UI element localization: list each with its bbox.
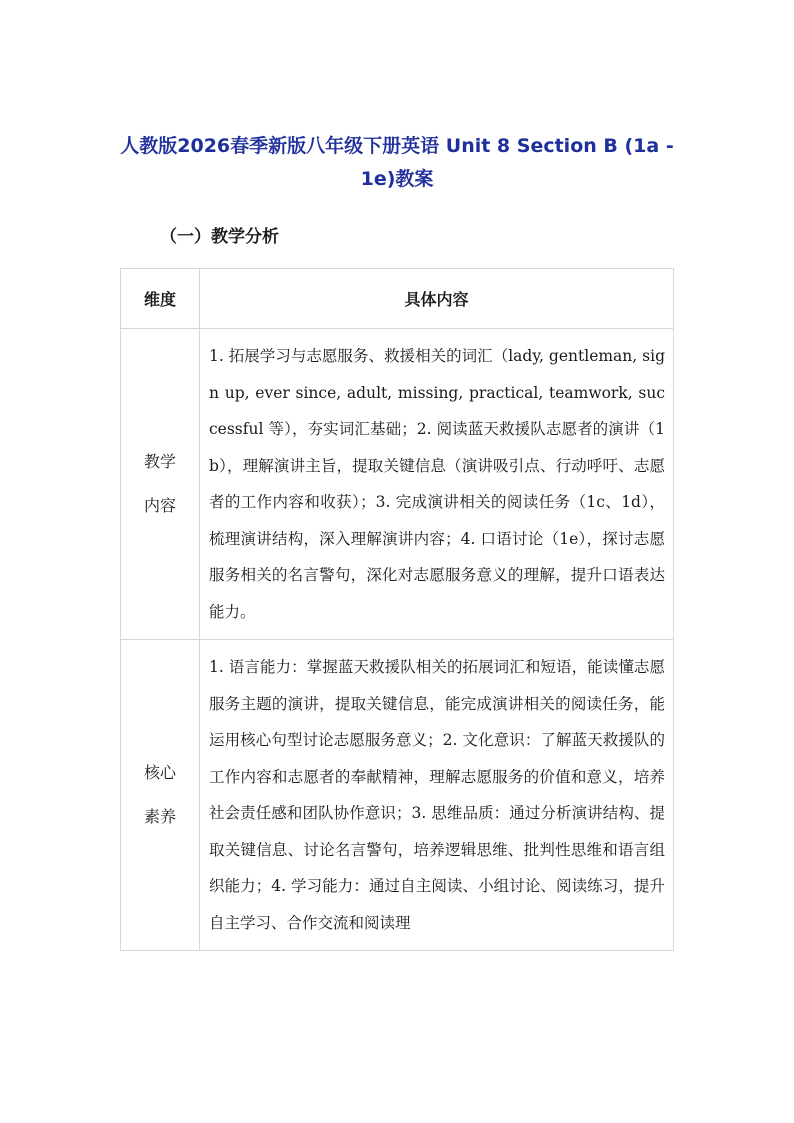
row-dimension-label: 核心素养 — [121, 640, 200, 951]
header-dimension: 维度 — [121, 269, 200, 329]
table-row — [121, 640, 674, 951]
row-content-text: 1. 语言能力：掌握蓝天救援队相关的拓展词汇和短语，能读懂志愿服务主题的演讲，提取关键信息，能完成演讲相关的阅读任务，能运用核心句型讨论志愿服务意义；2. 文化意识：了解蓝天救援队的工作内容和志愿者的奉献精神，理解志愿服务的价值和意义，培养社会责任感和团队协作意识；3. 思维品质：通过分析演讲结构、提取关键信息、讨论名言警句，培养逻辑思维、批判性思维和语言组织能力；4. 学习能力：通过自主阅读、小组讨论、阅读练习，提升自主学习、合作交流和阅读理 — [200, 640, 674, 951]
table-header-row — [121, 269, 674, 329]
header-content: 具体内容 — [200, 269, 674, 329]
row-dimension-label: 教学内容 — [121, 329, 200, 640]
teaching-analysis-table — [120, 268, 674, 951]
document-title: 人教版2026春季新版八年级下册英语 Unit 8 Section B (1a - 1e)教案 — [120, 135, 674, 190]
row-content-text: 1. 拓展学习与志愿服务、救援相关的词汇（lady, gentleman, sign up, ever since, adult, missing, practical, teamwork, successful 等），夯实词汇基础；2. 阅读蓝天救援队志愿者的演讲（1b），理解演讲主旨，提取关键信息（演讲吸引点、行动呼吁、志愿者的工作内容和收获）；3. 完成演讲相关的阅读任务（1c、1d），梳理演讲结构，深入理解演讲内容；4. 口语讨论（1e），探讨志愿服务相关的名言警句，深化对志愿服务意义的理解，提升口语表达能力。 — [200, 329, 674, 640]
table-row — [121, 329, 674, 640]
section-heading: （一）教学分析 — [160, 227, 279, 247]
